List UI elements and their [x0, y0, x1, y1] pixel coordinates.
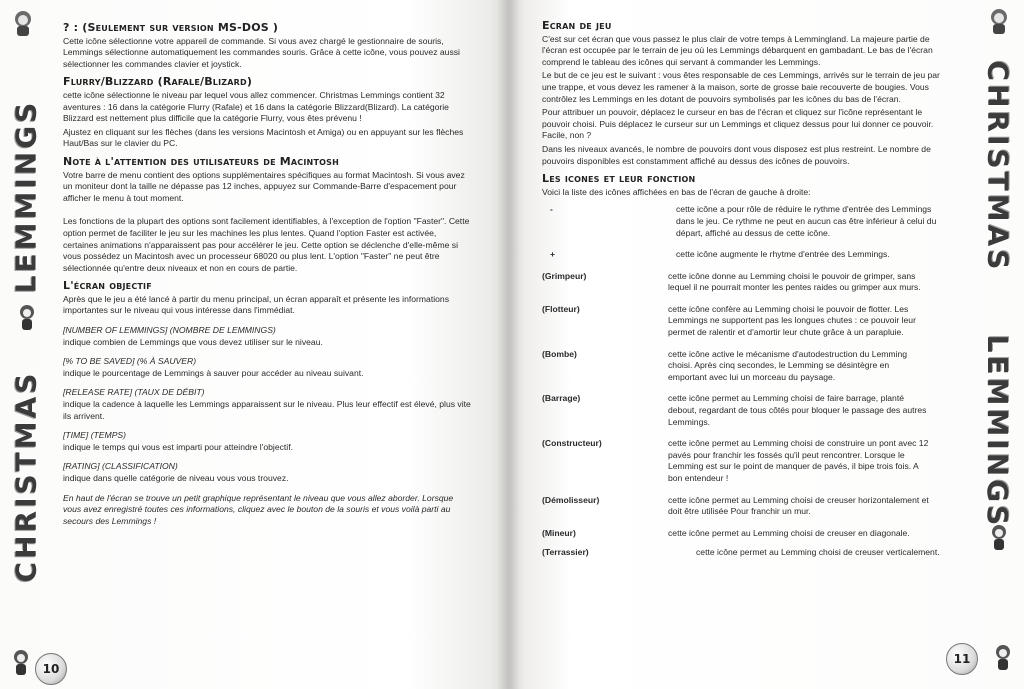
strip-word-lemmings: LEMMINGS [9, 99, 43, 294]
icon-label: (Terrassier) [542, 547, 589, 558]
heading-ecran-de-jeu: Ecran de jeu [542, 19, 612, 32]
section-ecran-objectif [63, 280, 473, 527]
paragraph: Pour attribuer un pouvoir, déplacez le curseur en bas de l'écran et cliquez sur l'icône représentant le pouvoir choisi. Puis déplacez le curseur sur un Lemmings et cliquez dessus pour lui donner ce pouvoir. Facile, non ? [542, 107, 934, 141]
heading-macintosh: Note à l'attention des utilisateurs de Macintosh [63, 154, 339, 168]
heading-icones: Les icones et leur fonction [542, 172, 696, 186]
strip-word-christmas: CHRISTMAS [9, 370, 43, 583]
icon-desc: cette icône permet au Lemming choisi de creuser horizontalement et doit être utilisée Pour franchir un mur. [668, 494, 929, 517]
icon-row-minus [542, 204, 946, 239]
objective-item [63, 387, 473, 422]
section-msdos [63, 22, 473, 70]
objective-desc: indique le pourcentage de Lemmings à sauver pour accéder au niveau suivant. [63, 367, 364, 378]
section-macintosh [63, 156, 473, 274]
objective-term: [NUMBER OF LEMMINGS] (NOMBRE DE LEMMINGS) [63, 325, 276, 336]
paragraph: Le but de ce jeu est le suivant : vous êtes responsable de ces Lemmings, arrivés sur le terrain de jeu par une trappe, et vous devez les ramener à la maison, sorte de grosse baie recouverte de bougies. Vous contrôlez les Lemmings en les dotant de pouvoirs symbolisés par les icônes du bas de l'écran. [542, 70, 940, 104]
icon-desc: cette icône permet au Lemming choisi de creuser verticalement. [696, 547, 940, 558]
icon-label: (Mineur) [542, 527, 576, 538]
closing-paragraph: En haut de l'écran se trouve un petit graphique représentant le niveau que vous allez aborder. Lorsque vous avez enregistré toutes ces informations, cliquez avec le bouton de la souris et vous voilà parti au secours des Lemmings ! [63, 492, 454, 526]
page-number-right: 11 [946, 643, 978, 675]
objective-term: [% TO BE SAVED] (% À SAUVER) [63, 356, 197, 367]
icon-desc: cette icône a pour rôle de réduire le rythme d'entrée des Lemmings dans le jeu. Ce rythme ne peut en aucun cas être inférieur à celui du départ, affiché au dessus de cette icône. [676, 204, 937, 238]
paragraph: Les fonctions de la plupart des options sont facilement identifiables, à l'exception de l'option "Faster". Cette option permet de faciliter le jeu sur les machines les plus lentes. Quand l'option Faster est activée, certaines animations n'apparaissent pas pour accélérer le jeu. Cette option se déclenche d'elle-même si vous possédez un Macintosh avec un processeur 68020 ou plus lent. L'option "Faster" ne peut être sélectionnée qu'entre deux niveaux et non en cours de partie. [63, 216, 470, 273]
objective-desc: indique le temps qui vous est imparti pour atteindre l'objectif. [63, 441, 293, 452]
icon-label: (Bombe) [542, 348, 577, 359]
icon-label: - [550, 204, 553, 215]
objective-desc: indique la cadence à laquelle les Lemmings apparaissent sur le niveau. Plus leur effectif est élevé, plus vite ils arrivent. [63, 399, 471, 421]
icon-desc: cette icône permet au Lemming choisi de construire un pont avec 12 pavés pour franchir les fossés qu'il peut rencontrer. Lorsque le Lemming est sur le point de manquer de pavés, il bipe trois fois. A bon entendeur ! [668, 438, 929, 483]
lemming-mascot-icon [6, 6, 40, 40]
strip-word-christmas: CHRISTMAS [981, 60, 1015, 273]
left-page-content [63, 22, 473, 529]
lemming-mascot-icon [4, 645, 38, 679]
icon-row-grimpeur [542, 271, 946, 294]
lemming-mascot-icon [986, 640, 1020, 674]
icon-label: (Barrage) [542, 393, 581, 404]
paragraph: Cette icône sélectionne votre appareil de commande. Si vous avez chargé le gestionnaire de souris, Lemmings sélectionne automatiquement les commandes souris. Grâce à cette icône, vous pouvez aussi sélectionner les commandes clavier et joystick. [63, 35, 460, 69]
icon-label: (Constructeur) [542, 438, 602, 449]
paragraph: C'est sur cet écran que vous passez le plus clair de votre temps à Lemmingland. La majeure partie de l'écran est occupée par le terrain de jeu où les Lemmings débarquent en gambadant. Le bas de l'écran comprend le tableau des icônes qui servant à commander les Lemmings. [542, 33, 933, 67]
icon-row-bombe [542, 349, 946, 384]
objective-term: [TIME] (TEMPS) [63, 430, 127, 441]
icon-label: (Démolisseur) [542, 494, 600, 505]
paragraph: Dans les niveaux avancés, le nombre de pouvoirs dont vous disposez est plus restreint. Le nombre de pouvoirs disponibles est constamment affiché au dessus des icônes de pouvoirs. [542, 143, 931, 166]
left-page [0, 0, 510, 689]
icon-label: (Grimpeur) [542, 270, 587, 281]
paragraph: Votre barre de menu contient des options supplémentaires spécifiques au format Macintosh. Si vous avez un moniteur dont la taille ne dépasse pas 12 inches, appuyez sur Commande-Barre d'espacement pour afficher le menu à tout moment. [63, 169, 465, 203]
objective-item [63, 461, 473, 484]
objective-term: [RATING] (CLASSIFICATION) [63, 461, 178, 472]
icon-list-intro: Voici la liste des icônes affichées en bas de l'écran de gauche à droite: [542, 186, 811, 197]
icon-desc: cette icône augmente le rhytme d'entrée des Lemmings. [676, 249, 890, 260]
objective-item [63, 356, 473, 379]
paragraph: cette icône sélectionne le niveau par lequel vous allez commencer. Christmas Lemmings contient 32 aventures : 16 dans la catégorie Flurry (Rafale) et 16 dans la catégorie Blizzard(Blizard). La catégorie Blizzard est nettement plus difficile que la catégorie Flurry, vous êtes prévenu ! [63, 89, 449, 124]
icon-row-flotteur [542, 304, 946, 339]
page-number-left: 10 [35, 653, 67, 685]
icon-row-plus [542, 249, 946, 261]
lemming-mascot-icon [982, 4, 1016, 38]
heading-ecran-objectif: L'écran objectif [63, 279, 152, 293]
right-page-content [542, 20, 946, 559]
icon-desc: cette icône permet au Lemming choisi de faire barrage, planté debout, regardant de tous côtés pour bloquer le passage des autres Lemmings. [668, 393, 927, 427]
icon-label: + [550, 249, 556, 260]
lemming-mascot-icon [10, 300, 44, 334]
section-flurry-blizzard [63, 76, 473, 150]
paragraph: Ajustez en cliquant sur les flèches (dans les versions Macintosh et Amiga) ou en appuyant sur les flèches Haut/Bas sur le clavier du PC. [63, 126, 464, 149]
icon-list [542, 204, 946, 559]
icon-row-mineur [542, 528, 946, 540]
objective-item [63, 325, 473, 348]
icon-desc: cette icône donne au Lemming choisi le pouvoir de grimper, sans lequel il ne pourrait monter les pentes raides ou grimper aux murs. [668, 270, 921, 293]
icon-desc: cette icône confère au Lemming choisi le pouvoir de flotter. Les Lemmings ne supportent pas les longues chutes : ce pouvoir leur permet de ralentir et d'amortir leur chute grâce à un parapluie. [668, 303, 916, 338]
section-ecran-de-jeu [542, 20, 946, 167]
icon-desc: cette icône permet au Lemming choisi de creuser en diagonale. [668, 527, 910, 538]
icon-label: (Flotteur) [542, 303, 580, 314]
heading-msdos: ? : (Seulement sur version MS-DOS ) [63, 21, 279, 34]
section-icones [542, 173, 946, 559]
icon-row-demolisseur [542, 495, 946, 518]
strip-word-lemmings: LEMMINGS [981, 334, 1015, 529]
objective-desc: indique combien de Lemmings que vous devez utiliser sur le niveau. [63, 336, 323, 347]
objective-item [63, 430, 473, 453]
book-gutter [496, 0, 520, 689]
icon-row-constructeur [542, 438, 946, 484]
objective-desc: indique dans quelle catégorie de niveau vous vous trouvez. [63, 473, 289, 483]
objective-term: [RELEASE RATE] (TAUX DE DÉBIT) [63, 387, 205, 398]
right-decorative-strip [972, 0, 1024, 689]
icon-desc: cette icône active le mécanisme d'autodestruction du Lemming choisi. Après cinq secondes, le Lemming se désintègre en emportant avec lui un morceau du paysage. [668, 348, 908, 382]
paragraph: Après que le jeu a été lancé à partir du menu principal, un écran apparaît et présente les informations importantes sur le niveau qui vous intéresse dans l'immédiat. [63, 293, 449, 316]
heading-flurry-blizzard: Flurry/Blizzard (Rafale/Blizard) [63, 75, 253, 89]
left-decorative-strip [0, 0, 52, 689]
icon-row-terrassier [542, 547, 946, 559]
icon-row-barrage [542, 393, 946, 428]
